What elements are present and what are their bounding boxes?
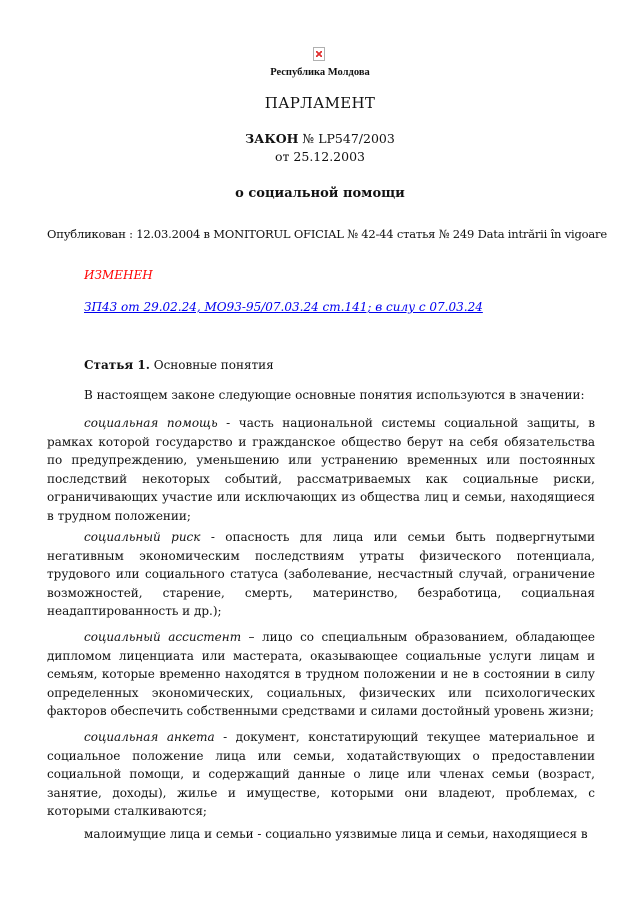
definition-term: социальная анкета bbox=[84, 730, 215, 744]
publication-info: Опубликован : 12.03.2004 в MONITORUL OFICIAL № 42-44 статья № 249 Data intrării în vigoare bbox=[47, 227, 607, 241]
definition-paragraph bbox=[47, 825, 595, 844]
definition-text: – лицо со специальным образованием, обладающее дипломом лиценциата или мастерата, оказывающее социальные услуги лицам и семьям, которые временно находятся в трудном положении и не в состоянии в силу определенных экономических, социальных, физических или психологических факторов обеспечить собственными средствами и силами достойный уровень жизни; bbox=[47, 630, 595, 718]
definition-text: - документ, констатирующий текущее материальное и социальное положение лица или семьи, ходатайствующих о предоставлении социальной помощи, и содержащий данные о лице или членах семьи (возраст, занятие, доходы), жилье и имуществе, которыми они владеют, проблемах, с которыми сталкиваются; bbox=[47, 730, 595, 818]
institution-title: ПАРЛАМЕНТ bbox=[264, 94, 376, 112]
definition-text: - опасность для лица или семьи быть подвергнутыми негативным экономическим последствиям утраты физического потенциала, трудового или социального статуса (заболевание, несчастный случай, ограничение возможностей, старение, смерть, материнство, безработица, социальная неадаптированность и др.); bbox=[47, 530, 595, 618]
definition-term: социальная помощь bbox=[84, 416, 218, 430]
definition-paragraph bbox=[47, 528, 595, 621]
law-subject: о социальной помощи bbox=[235, 186, 405, 201]
definition-paragraph bbox=[47, 628, 595, 721]
broken-image-icon bbox=[313, 47, 325, 61]
law-label: ЗАКОН bbox=[245, 131, 299, 146]
definition-paragraph bbox=[47, 728, 595, 821]
definition-paragraph bbox=[47, 414, 595, 525]
definition-text: малоимущие лица и семьи - социально уязвимые лица и семьи, находящиеся в bbox=[84, 827, 588, 841]
article-intro: В настоящем законе следующие основные понятия используются в значении: bbox=[84, 388, 585, 402]
country-name: Республика Молдова bbox=[270, 67, 370, 78]
article-heading bbox=[84, 358, 274, 372]
law-number-line bbox=[0, 131, 640, 146]
definition-term: социальный ассистент bbox=[84, 630, 242, 644]
article-title: Основные понятия bbox=[153, 358, 274, 372]
law-number: № LP547/2003 bbox=[302, 131, 395, 146]
amendment-link[interactable]: ЗП43 от 29.02.24, МО93-95/07.03.24 ст.141; в силу с 07.03.24 bbox=[84, 300, 483, 314]
amendment-status: ИЗМЕНЕН bbox=[84, 268, 153, 282]
law-date: от 25.12.2003 bbox=[275, 149, 365, 164]
definition-term: социальный риск bbox=[84, 530, 201, 544]
article-label: Статья 1. bbox=[84, 358, 150, 372]
definition-text: - часть национальной системы социальной защиты, в рамках которой государство и гражданское общество берут на себя обязательства по предупреждению, уменьшению или устранению временных или постоянных последствий некоторых событий, рассматриваемых как социальные риски, ограничивающих участие или исключающих из общества лиц и семьи, находящиеся в трудном положении; bbox=[47, 416, 595, 523]
